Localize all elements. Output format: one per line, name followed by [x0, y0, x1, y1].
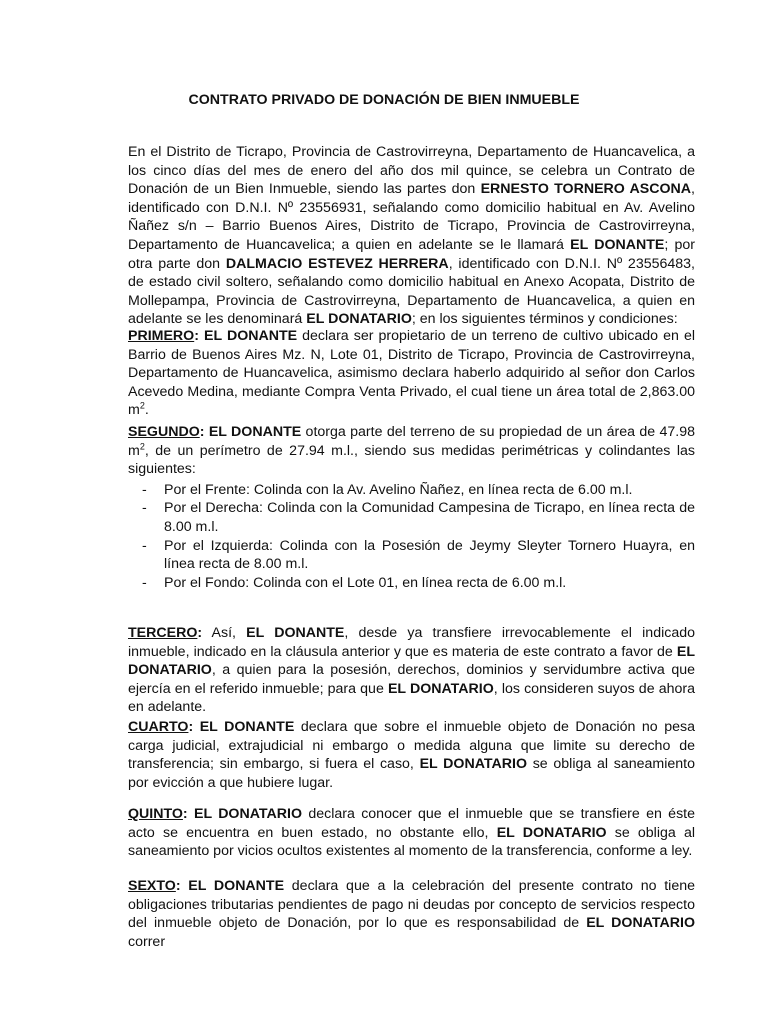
party-donatario: EL DONATARIO — [387, 680, 494, 697]
intro-text: ; en los siguientes términos y condiciones: — [411, 311, 678, 328]
clause-heading: QUINTO — [128, 806, 183, 822]
clause-colon: : — [188, 719, 194, 735]
intro-text: ; por otra parte don — [128, 236, 695, 272]
clause-text: se obliga al saneamiento por vicios ocultos existentes al momento de la transferencia, conforme a ley. — [128, 824, 695, 860]
clause-text: declara que sobre el inmueble objeto de Donación no pesa carga judicial, extrajudicial ni embargo o medida alguna que limite su derecho de transferencia; sin embargo, si fuera el caso, — [128, 719, 696, 773]
list-item: - Por el Fondo: Colinda con el Lote 01, en línea recta de 6.00 m.l. — [128, 574, 695, 593]
boundary-list — [128, 481, 695, 593]
donor-name: ERNESTO TORNERO ASCONA — [480, 181, 692, 198]
intro-text: , identificado con D.N.I. Nº 23556931, señalando como domicilio habitual en Av. Avelino Ñañez s/n – Barrio Buenos Aires, Distrito de Ticrapo, Provincia de Castrovirreyna, Departamento de Huancavelica; a quien en adelante se le llamará — [128, 181, 695, 253]
clause-text: correr — [128, 933, 166, 950]
party-donante: EL DONANTE — [180, 878, 285, 894]
clause-heading: CUARTO — [128, 719, 189, 735]
clause-heading: PRIMERO — [128, 328, 195, 344]
clause-text: declara que a la celebración del presente contrato no tiene obligaciones tributarias pendientes de pago ni deudas por concepto de servicios respecto del inmueble objeto de Donación, por lo que es responsabilidad de — [128, 878, 695, 932]
clause-cuarto — [128, 718, 695, 792]
clause-text: se obliga al saneamiento por evicción a que hubiere lugar. — [128, 756, 695, 791]
intro-paragraph — [128, 143, 695, 329]
clause-heading: SEGUNDO — [128, 424, 200, 440]
clause-heading: SEXTO — [128, 878, 176, 894]
party-donatario: EL DONATARIO — [187, 806, 302, 822]
clause-colon: : — [182, 806, 188, 822]
donee-name: DALMACIO ESTEVEZ HERRERA — [225, 255, 449, 272]
clause-primero — [128, 327, 695, 420]
party-donatario: EL DONATARIO — [419, 756, 527, 773]
clause-text: declara ser propietario de un terreno de cultivo ubicado en el Barrio de Buenos Aires Mz. N, Lote 01, Distrito de Ticrapo, Provincia de Castrovirreyna, Departamento de Huancavelica, asimismo declara haberlo adquirido al señor don Carlos Acevedo Medina, mediante Compra Venta Privado, el cual tiene un área total de 2,863.00 m — [128, 328, 695, 419]
clause-text: , los consideren suyos de ahora en adelante. — [128, 680, 695, 716]
clause-tercero — [128, 624, 695, 717]
clause-segundo — [128, 423, 695, 592]
clause-text: declara conocer que el inmueble que se transfiere en éste acto se encuentra en buen estado, no obstante ello, — [128, 806, 695, 841]
list-item: - Por el Derecha: Colinda con la Comunidad Campesina de Ticrapo, en línea recta de 8.00 m.l. — [128, 499, 695, 536]
superscript: 2 — [139, 400, 145, 411]
clause-heading: TERCERO — [128, 625, 198, 641]
party-donante: EL DONANTE — [193, 719, 295, 735]
intro-text: , identificado con D.N.I. Nº 23556483, de estado civil soltero, señalando como domicilio habitual en Anexo Acopata, Distrito de Mollepampa, Provincia de Castrovirreyna, Departamento de Huancavelica, a quien en adelante se les denominará — [128, 255, 695, 328]
clause-text: Así, — [202, 625, 247, 641]
clause-text: , desde ya transfiere irrevocablemente el indicado inmueble, indicado en la cláusula anterior y que es materia de este contrato a favor de — [128, 625, 695, 660]
intro-text: En el Distrito de Ticrapo, Provincia de Castrovirreyna, Departamento de Huancavelica, a los cinco días del mes de enero del año dos mil quince, se celebra un Contrato de Donación de un Bien Inmueble, siendo las partes don — [128, 144, 695, 198]
party-donante: EL DONANTE — [208, 424, 302, 440]
clause-text: , de un perímetro de 27.94 m.l., siendo sus medidas perimétricas y colindantes las siguientes: — [128, 442, 695, 478]
clause-colon: : — [194, 328, 199, 344]
clause-text: otorga parte del terreno de su propiedad de un área de 47.98 m — [128, 424, 695, 459]
party-donatario: EL DONATARIO — [496, 824, 607, 841]
party-donatario: EL DONATARIO — [306, 311, 412, 328]
party-donatario: EL DONATARIO — [128, 643, 695, 679]
document-title: CONTRATO PRIVADO DE DONACIÓN DE BIEN INMUEBLE — [188, 92, 580, 108]
party-donante: EL DONANTE — [570, 236, 665, 253]
clause-colon: : — [175, 878, 181, 894]
list-item: - Por el Frente: Colinda con la Av. Avelino Ñañez, en línea recta de 6.00 m.l. — [128, 481, 695, 500]
clause-colon: : — [197, 625, 203, 641]
clause-sexto — [128, 877, 695, 951]
party-donatario: EL DONATARIO — [586, 915, 695, 932]
clause-quinto — [128, 805, 695, 861]
clause-text: . — [144, 402, 149, 419]
party-donante: EL DONANTE — [204, 328, 298, 344]
clause-colon: : — [199, 424, 205, 440]
list-item: - Por el Izquierda: Colinda con la Posesión de Jeymy Sleyter Tornero Huayra, en línea recta de 8.00 m.l. — [128, 537, 695, 574]
superscript: 2 — [139, 440, 145, 451]
clause-text: , a quien para la posesión, derechos, dominios y servidumbre activa que ejercía en el referido inmueble; para que — [128, 662, 695, 697]
party-donante: EL DONANTE — [246, 625, 345, 641]
